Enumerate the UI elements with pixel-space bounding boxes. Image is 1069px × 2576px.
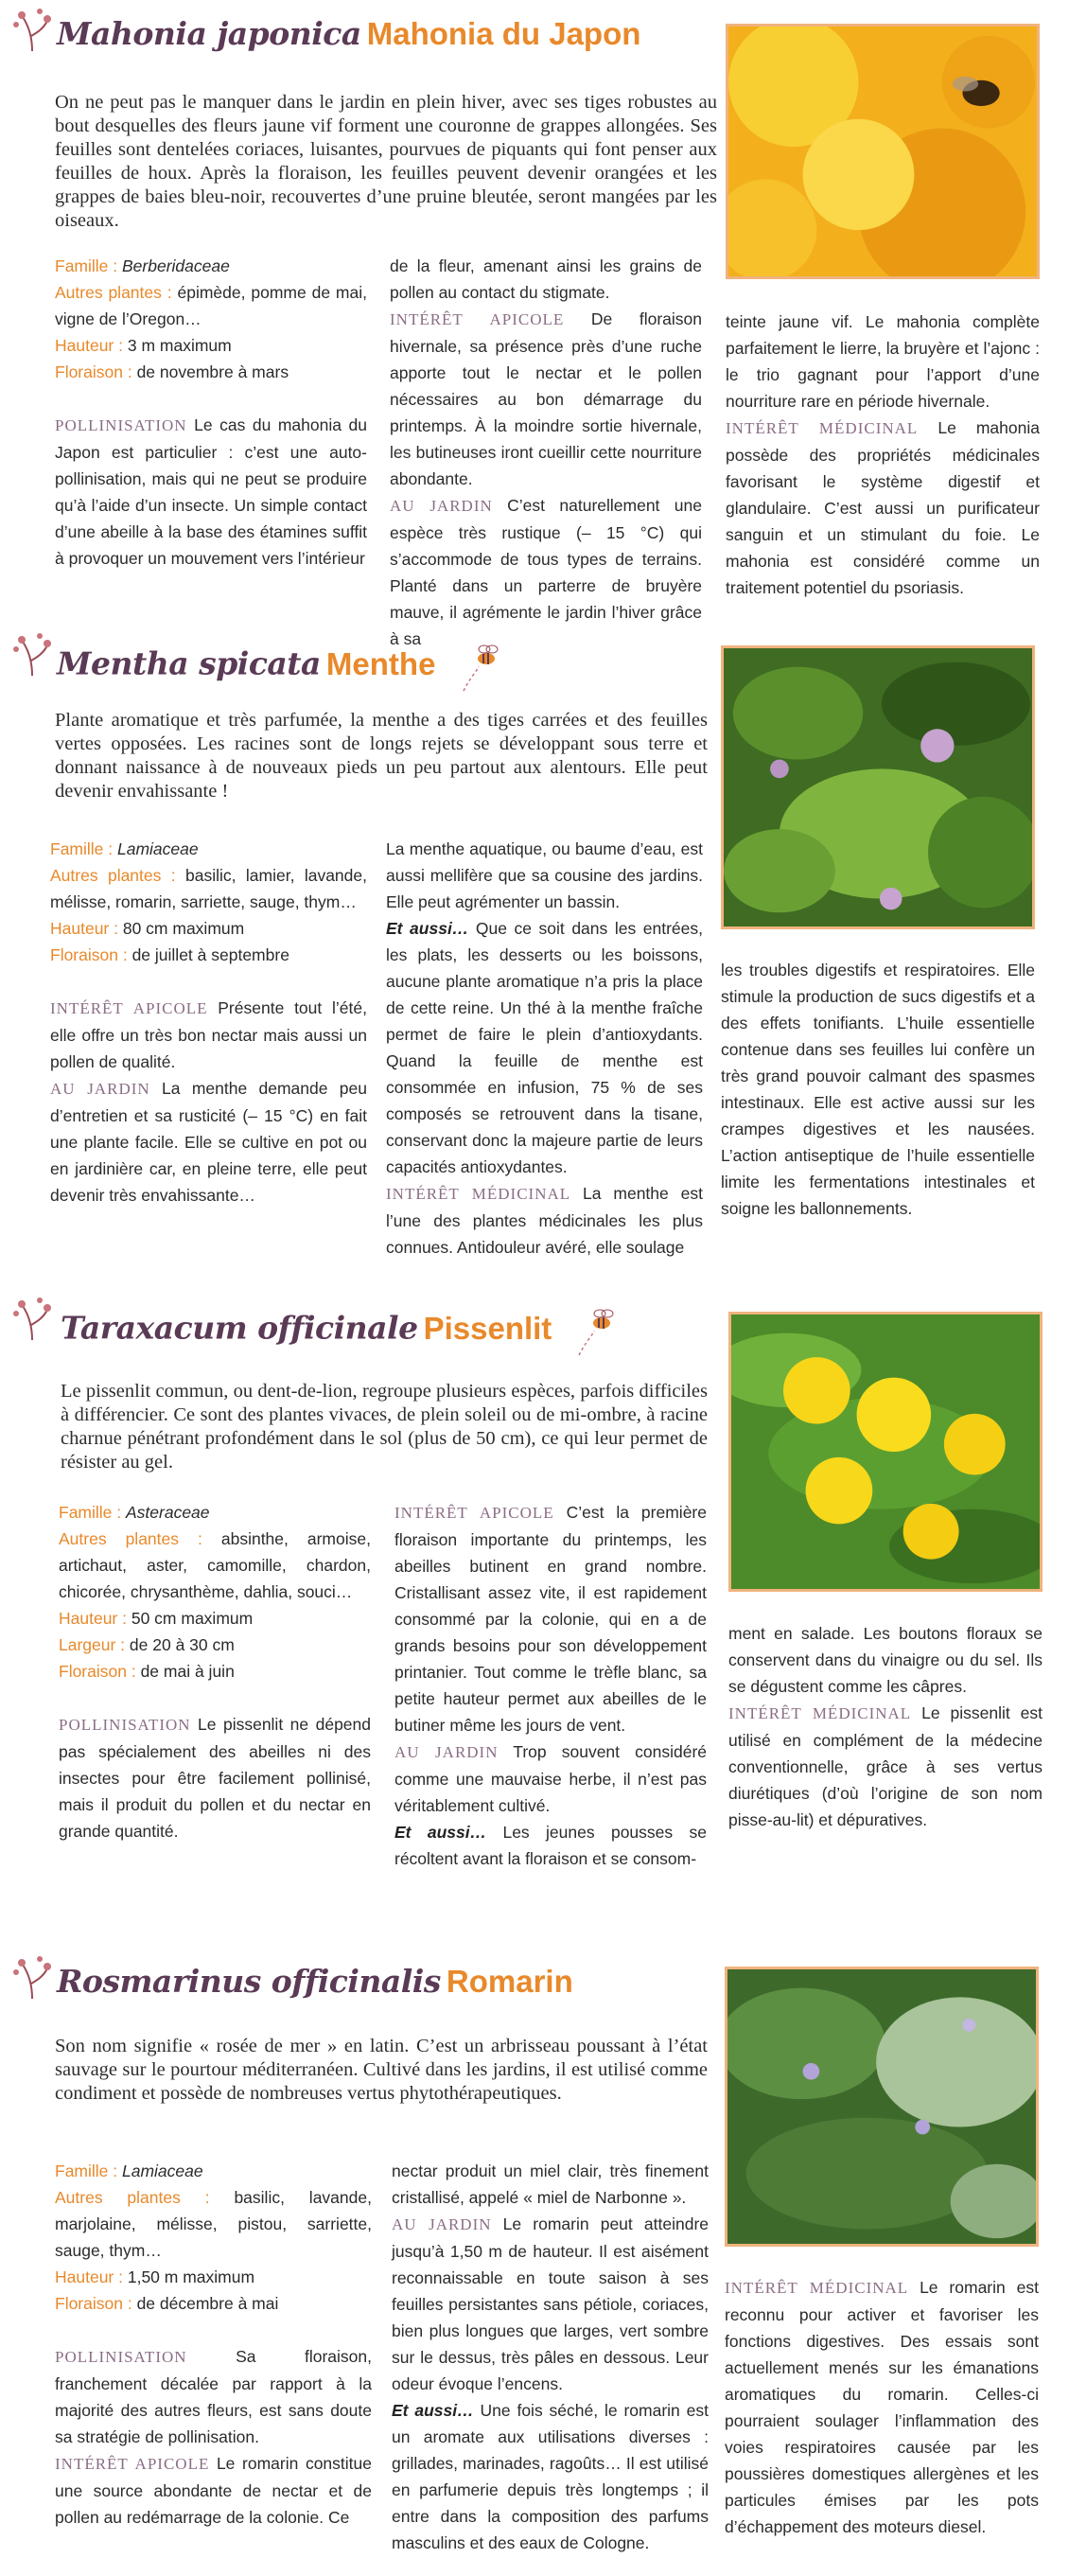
- plant-photo: [728, 1312, 1043, 1592]
- et-aussi-text: Les jeunes pousses se récoltent avant la floraison et se consom-: [394, 1823, 707, 1868]
- common-name: Romarin: [446, 1964, 573, 1999]
- width-value: de 20 à 30 cm: [129, 1635, 235, 1654]
- jardin-heading: AU JARDIN: [392, 2215, 492, 2233]
- height-label: Hauteur :: [50, 919, 118, 938]
- other-plants-value: basilic, lamier, lavande, mélisse, romarin, sarriette, sauge, thym…: [50, 866, 367, 911]
- other-plants-label: Autres plantes :: [55, 283, 172, 302]
- height-label: Hauteur :: [55, 2267, 123, 2286]
- column-3-lead: ment en salade. Les boutons floraux se conservent dans du vinaigre ou du sel. Ils se dégustent comme les câpres.: [728, 1624, 1043, 1696]
- family-label: Famille :: [55, 2161, 118, 2180]
- family-value: Asteraceae: [126, 1503, 210, 1522]
- medicinal-text: Le romarin est reconnu pour activer et favoriser les fonctions digestives. Des essais sont actuellement menés sur les émanations aromatiques du romarin. Celles-ci pourraient soulager l’inflammation des voies respiratoires causée par les poussières domestiques allergènes et les particules émises par les pots d’échappement des moteurs diesel.: [725, 2278, 1039, 2536]
- bloom-label: Floraison :: [55, 362, 132, 381]
- column-1: [59, 1499, 371, 1844]
- medicinal-heading: INTÉRÊT MÉDICINAL: [726, 419, 919, 437]
- bloom-value: de décembre à mai: [136, 2294, 279, 2313]
- medicinal-heading: INTÉRÊT MÉDICINAL: [386, 1185, 571, 1203]
- pollination-text: Sa floraison, franchement décalée par rapport à la majorité des autres fleurs, est sans doute sa stratégie de pollinisation.: [55, 2347, 372, 2446]
- height-value: 1,50 m maximum: [127, 2267, 255, 2286]
- column-3: [728, 1620, 1043, 1833]
- column-1: [55, 253, 367, 572]
- jardin-text: Trop souvent considéré comme une mauvaise herbe, il n’est pas véritablement cultivé.: [394, 1742, 708, 1815]
- column-2-lead: La menthe aquatique, ou baume d’eau, est aussi mellifère que sa cousine des jardins. Elle peut agrémenter un bassin.: [386, 839, 703, 911]
- other-plants-value: basilic, lavande, marjolaine, mélisse, pistou, sarriette, sauge, thym…: [55, 2188, 372, 2260]
- plant-title: [57, 1961, 573, 2003]
- pollination-heading: POLLINISATION: [59, 1716, 191, 1734]
- common-name: Mahonia du Japon: [366, 16, 641, 51]
- width-label: Largeur :: [59, 1635, 126, 1654]
- jardin-heading: AU JARDIN: [390, 497, 493, 515]
- other-plants-value: épimède, pomme de mai, vigne de l’Oregon…: [55, 283, 367, 328]
- other-plants-value: absinthe, armoise, artichaut, aster, camomille, chardon, chicorée, chrysanthème, dahlia, souci…: [59, 1529, 371, 1601]
- bloom-value: de juillet à septembre: [131, 945, 289, 964]
- latin-name: Mentha spicata: [57, 644, 321, 682]
- column-3: [721, 957, 1035, 1222]
- plant-section-menthe: [0, 625, 1069, 1278]
- apicole-text: C’est la première floraison importante du printemps, les abeilles butinent en grand nombre. Cristallisant assez vite, il est rapidement consommé par la colonie, qui en a de grands besoins pour son développement printanier. Tout comme le trèfle blanc, sa petite hauteur permet aux abeilles de le butiner même les jours de vent.: [394, 1503, 707, 1735]
- column-3-lead: les troubles digestifs et respiratoires. Elle stimule la production de sucs digestifs et a des effets tonifiants. L’huile essentielle contenue dans ses feuilles lui confère un très grand pouvoir calmant des spasmes intestinaux. Elle est active aussi sur les crampes digestives et les nausées. L’action antiseptique de l’huile essentielle limite les fermentations intestinales et soigne les ballonnements.: [721, 961, 1035, 1218]
- medicinal-text: La menthe est l’une des plantes médicinales les plus connues. Antidouleur avéré, elle soulage: [386, 1184, 703, 1257]
- sprig-icon: [11, 4, 53, 53]
- medicinal-text: Le mahonia possède des propriétés médicinales favorisant le système digestif et glandulaire. C’est aussi un purificateur sanguin et un stimulant du foie. Le mahonia est considéré comme un traitement potentiel du psoriasis.: [726, 418, 1040, 597]
- latin-name: Mahonia japonica: [57, 15, 361, 52]
- jardin-text: C’est naturellement une espèce très rustique (– 15 °C) qui s’accommode de tous types de terrains. Planté dans un parterre de bruyère mauve, il agrémente le jardin l’hiver grâce à sa: [390, 496, 702, 648]
- sprig-icon: [11, 1951, 53, 2001]
- apicole-heading: INTÉRÊT APICOLE: [390, 310, 565, 328]
- column-2: [390, 253, 702, 652]
- plant-photo: [726, 24, 1040, 279]
- apicole-heading: INTÉRÊT APICOLE: [50, 999, 208, 1017]
- pollination-text: Le pissenlit ne dépend pas spécialement des abeilles ni des insectes pour être facilement pollinisé, mais il produit du pollen et du nectar en grande quantité.: [59, 1715, 371, 1841]
- jardin-heading: AU JARDIN: [394, 1743, 499, 1761]
- family-value: Lamiaceae: [117, 839, 199, 858]
- jardin-text: Le romarin peut atteindre jusqu’à 1,50 m de hauteur. Il est aisément reconnaissable en toute saison à ses feuilles persistantes sans pétiole, coriaces, bien plus longues que larges, vert sombre sur le dessus, très pâles en dessous. Leur odeur évoque l’encens.: [392, 2214, 710, 2393]
- sprig-icon: [11, 1293, 53, 1342]
- family-label: Famille :: [50, 839, 114, 858]
- sprig-icon: [11, 628, 53, 678]
- et-aussi-text: Que ce soit dans les entrées, les plats, les desserts ou les boissons, aucune plante aromatique n’a pris la place de cette reine. Un thé à la menthe fraîche permet de faire le plein d’antioxydants. Quand la feuille de menthe est consommée en infusion, 75 % de ses composés se retrouvent dans la tisane, conservant donc la majeure partie de leurs capacités antioxydantes.: [386, 919, 703, 1176]
- jardin-text: La menthe demande peu d’entretien et sa rusticité (– 15 °C) en fait une plante facile. Elle se cultive en pot ou en jardinière car, en pleine terre, elle peut devenir très envahissante…: [50, 1079, 367, 1205]
- pollination-text: Le cas du mahonia du Japon est particulier : c’est une auto-pollinisation, mais qui ne peut se produire qu’à l’aide d’un insecte. Un simple contact d’une abeille à la base des étamines suffit à provoquer un mouvement vers l’intérieur: [55, 415, 367, 568]
- latin-name: Rosmarinus officinalis: [57, 1963, 441, 2000]
- bee-icon: [458, 638, 505, 695]
- family-value: Berberidaceae: [122, 256, 230, 275]
- plant-photo: [721, 645, 1035, 929]
- plant-section-mahonia: [0, 0, 1069, 648]
- et-aussi-heading: Et aussi…: [394, 1823, 487, 1842]
- jardin-heading: AU JARDIN: [50, 1080, 150, 1098]
- intro-paragraph: On ne peut pas le manquer dans le jardin en plein hiver, avec ses tiges robustes au bout desquelles des fleurs jaune vif forment une couronne de grappes allongées. Ses feuilles sont dentelées coriaces, luisantes, pourvues de piquants qui font penser aux feuilles de houx. Après la floraison, les feuilles peuvent devenir orangées et les grappes de baies bleu-noir, recouvertes d’une pruine bleutée, seront mangées par les oiseaux.: [55, 92, 717, 231]
- bloom-label: Floraison :: [59, 1662, 136, 1681]
- medicinal-heading: INTÉRÊT MÉDICINAL: [725, 2279, 909, 2297]
- latin-name: Taraxacum officinale: [61, 1309, 418, 1347]
- column-3: [726, 309, 1040, 601]
- bloom-label: Floraison :: [50, 945, 128, 964]
- column-2-lead: nectar produit un miel clair, très finement cristallisé, appelé « miel de Narbonne ».: [392, 2161, 709, 2207]
- pollination-heading: POLLINISATION: [55, 416, 187, 434]
- family-value: Lamiaceae: [122, 2161, 203, 2180]
- intro-paragraph: Le pissenlit commun, ou dent-de-lion, regroupe plusieurs espèces, parfois difficiles à différencier. Ce sont des plantes vivaces, de plein soleil ou de mi-ombre, à racine charnue pénétrant profondément dans le sol (plus de 50 cm), ce qui leur permet de résister au gel.: [61, 1381, 708, 1473]
- common-name: Menthe: [325, 645, 436, 681]
- plant-photo: [725, 1967, 1039, 2247]
- medicinal-heading: INTÉRÊT MÉDICINAL: [728, 1704, 912, 1722]
- plant-section-pissenlit: [0, 1289, 1069, 1904]
- et-aussi-text: Une fois séché, le romarin est un aromate aux utilisations diverses : grillades, marinades, ragoûts… Il est utilisé en parfumerie depuis très longtemps ; il entre dans la composition des parfums masculins et des eaux de Cologne.: [392, 2401, 709, 2552]
- apicole-text: De floraison hivernale, sa présence près d’une ruche apporte tout le nectar et le pollen nécessaires au bon démarrage du printemps. À la moindre sortie hivernale, les butineuses iront cueillir cette nourriture abondante.: [390, 309, 702, 488]
- bloom-label: Floraison :: [55, 2294, 132, 2313]
- pollination-heading: POLLINISATION: [55, 2348, 187, 2366]
- et-aussi-heading: Et aussi…: [386, 919, 469, 938]
- column-1: [55, 2158, 372, 2531]
- intro-paragraph: Son nom signifie « rosée de mer » en latin. C’est un arbrisseau poussant à l’état sauvage sur le pourtour méditerranéen. Cultivé dans les jardins, il est utilisé comme condiment et possède de nombreuses vertus phytothérapeutiques.: [55, 2036, 708, 2104]
- medicinal-text: Le pissenlit est utilisé en complément de la médecine conventionnelle, grâce à ses vertus diurétiques (d’où l’origine de son nom pisse-au-lit) et dépuratives.: [728, 1703, 1043, 1829]
- column-1: [50, 836, 367, 1209]
- bloom-value: de mai à juin: [140, 1662, 235, 1681]
- plant-title: [57, 13, 640, 55]
- bloom-value: de novembre à mars: [136, 362, 289, 381]
- plant-title: [57, 638, 505, 695]
- family-label: Famille :: [59, 1503, 122, 1522]
- height-value: 50 cm maximum: [131, 1609, 254, 1628]
- column-2: [392, 2158, 709, 2556]
- intro-paragraph: Plante aromatique et très parfumée, la menthe a des tiges carrées et des feuilles vertes opposées. Les racines sont de longs rejets se développant sous terre et donnant naissance à de nouveaux pieds un peu partout aux alentours. Elle peut devenir envahissante !: [55, 710, 708, 802]
- apicole-heading: INTÉRÊT APICOLE: [394, 1504, 554, 1522]
- column-2: [386, 836, 703, 1261]
- apicole-text: Le romarin constitue une source abondante de nectar et de pollen au redémarrage de la colonie. Ce: [55, 2454, 372, 2527]
- other-plants-label: Autres plantes :: [50, 866, 176, 885]
- height-value: 80 cm maximum: [122, 919, 245, 938]
- height-label: Hauteur :: [55, 336, 123, 355]
- bee-icon: [573, 1302, 621, 1359]
- column-3: [725, 2274, 1039, 2540]
- column-3-lead: teinte jaune vif. Le mahonia complète parfaitement le lierre, la bruyère et l’ajonc : le trio gagnant pour l’apport d’une nourriture rare en période hivernale.: [726, 312, 1040, 411]
- height-value: 3 m maximum: [127, 336, 232, 355]
- apicole-heading: INTÉRÊT APICOLE: [55, 2455, 210, 2473]
- apicole-text: Présente tout l’été, elle offre un très bon nectar mais aussi un pollen de qualité.: [50, 998, 367, 1071]
- column-2-lead: de la fleur, amenant ainsi les grains de pollen au contact du stigmate.: [390, 256, 702, 302]
- other-plants-label: Autres plantes :: [55, 2188, 210, 2207]
- other-plants-label: Autres plantes :: [59, 1529, 202, 1548]
- height-label: Hauteur :: [59, 1609, 127, 1628]
- family-label: Famille :: [55, 256, 118, 275]
- column-2: [394, 1499, 707, 1872]
- plant-section-romarin: [0, 1948, 1069, 2576]
- plant-title: [61, 1302, 621, 1359]
- common-name: Pissenlit: [423, 1310, 552, 1346]
- et-aussi-heading: Et aussi…: [392, 2401, 474, 2420]
